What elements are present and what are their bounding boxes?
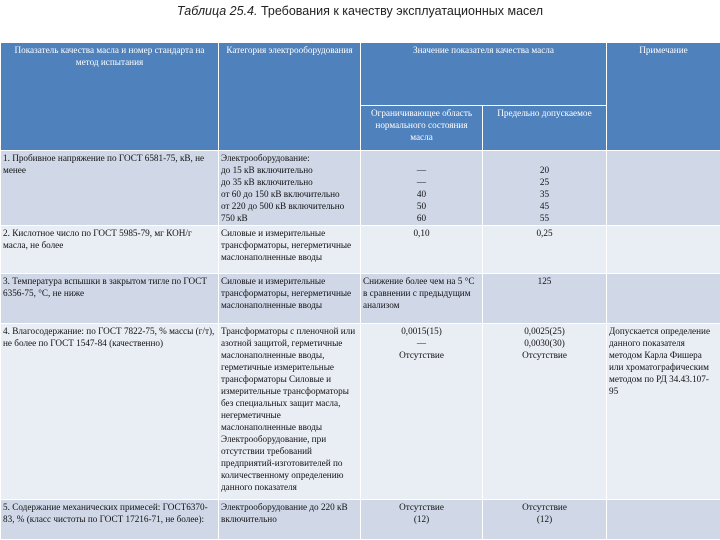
normal-value: — bbox=[416, 338, 427, 348]
row-indicator: 4. Влагосодержание: по ГОСТ 7822-75, % массы (г/т), не более по ГОСТ 1547-84 (качественно) bbox=[1, 324, 219, 500]
limit-value: 55 bbox=[539, 213, 550, 223]
row-limit bbox=[483, 324, 607, 500]
category-line: от 220 до 500 кВ включительно bbox=[221, 201, 345, 211]
row-indicator: 5. Содержание механических примесей: ГОСТ6370-83, % (класс чистоты по ГОСТ 17216-71, не более): bbox=[1, 500, 219, 540]
limit-value: Отсутствие bbox=[522, 350, 567, 360]
row-indicator: 2. Кислотное число по ГОСТ 5985-79, мг КОН/г масла, не более bbox=[1, 226, 219, 274]
row-normal bbox=[361, 324, 483, 500]
limit-value: 35 bbox=[539, 189, 550, 199]
row-limit bbox=[483, 151, 607, 226]
row-note: Допускается определение данного показателя методом Карла Фишера или хроматографическим методом по РД 34.43.107-95 bbox=[607, 324, 720, 500]
normal-value: Отсутствие bbox=[399, 502, 444, 512]
row-limit: 125 bbox=[483, 274, 607, 324]
normal-value bbox=[363, 152, 480, 164]
row-note bbox=[607, 151, 720, 226]
table-row bbox=[1, 151, 720, 226]
row-category: Силовые и измерительные трансформаторы, негерметичные маслонаполненные вводы bbox=[219, 226, 361, 274]
category-line: до 35 кВ включительно bbox=[221, 177, 313, 187]
row-normal: Снижение более чем на 5 °С в сравнении с предыдущим анализом bbox=[361, 274, 483, 324]
limit-value: Отсутствие bbox=[522, 502, 567, 512]
row-note bbox=[607, 274, 720, 324]
table-row bbox=[1, 226, 720, 274]
table-row bbox=[1, 500, 720, 540]
limit-value bbox=[485, 152, 604, 164]
row-category bbox=[219, 151, 361, 226]
normal-value: Отсутствие bbox=[399, 350, 444, 360]
row-normal bbox=[361, 500, 483, 540]
row-category: Электрооборудование до 220 кВ включительно bbox=[219, 500, 361, 540]
normal-value: 40 bbox=[416, 189, 427, 199]
category-line: Электрооборудование: bbox=[221, 153, 310, 163]
row-category: Трансформаторы с пленочной или азотной защитой, герметичные маслонаполненные вводы, герметичные измерительные трансформаторы Силовые и измерительные трансформаторы без специальных защит масла, негерметичные маслонаполненные вводы Электрооборудование, при отсутствии требований предприятий-изготовителей по количественному определению данного показателя bbox=[219, 324, 361, 500]
header-category: Категория электрооборудования bbox=[219, 43, 361, 151]
row-category: Силовые и измерительные трансформаторы, негерметичные маслонаполненные вводы bbox=[219, 274, 361, 324]
oil-quality-table bbox=[0, 42, 720, 540]
table-caption bbox=[0, 4, 720, 18]
limit-value: 20 bbox=[539, 165, 550, 175]
table-title: Требования к качеству эксплуатационных масел bbox=[260, 4, 544, 18]
limit-value: (12) bbox=[536, 514, 553, 524]
category-line: от 60 до 150 кВ включительно bbox=[221, 189, 340, 199]
category-line: до 15 кВ включительно bbox=[221, 165, 313, 175]
category-line: 750 кВ bbox=[221, 213, 248, 223]
row-note bbox=[607, 226, 720, 274]
row-note bbox=[607, 500, 720, 540]
table-row bbox=[1, 324, 720, 500]
limit-value: 25 bbox=[539, 177, 550, 187]
row-indicator: 1. Пробивное напряжение по ГОСТ 6581-75, кВ, не менее bbox=[1, 151, 219, 226]
row-indicator: 3. Температура вспышки в закрытом тигле по ГОСТ 6356-75, °С, не ниже bbox=[1, 274, 219, 324]
normal-value: 50 bbox=[416, 201, 427, 211]
normal-value: — bbox=[416, 177, 427, 187]
header-value: Значение показателя качества масла bbox=[361, 43, 607, 106]
row-limit bbox=[483, 500, 607, 540]
row-limit: 0,25 bbox=[483, 226, 607, 274]
normal-value: — bbox=[416, 165, 427, 175]
normal-value: 60 bbox=[416, 213, 427, 223]
limit-value: 45 bbox=[539, 201, 550, 211]
limit-value: 0,0025(25) bbox=[524, 326, 565, 336]
limit-value: 0,0030(30) bbox=[524, 338, 565, 348]
header-indicator: Показатель качества масла и номер стандарта на метод испытания bbox=[1, 43, 219, 151]
header-note: Примечание bbox=[607, 43, 720, 151]
header-normal: Ограничивающее область нормального состояния масла bbox=[361, 106, 483, 151]
header-limit: Предельно допускаемое bbox=[483, 106, 607, 151]
normal-value: (12) bbox=[413, 514, 430, 524]
normal-value: 0,0015(15) bbox=[401, 326, 442, 336]
row-normal bbox=[361, 151, 483, 226]
table-row bbox=[1, 274, 720, 324]
table-number: Таблица 25.4. bbox=[176, 4, 258, 18]
row-normal: 0,10 bbox=[361, 226, 483, 274]
